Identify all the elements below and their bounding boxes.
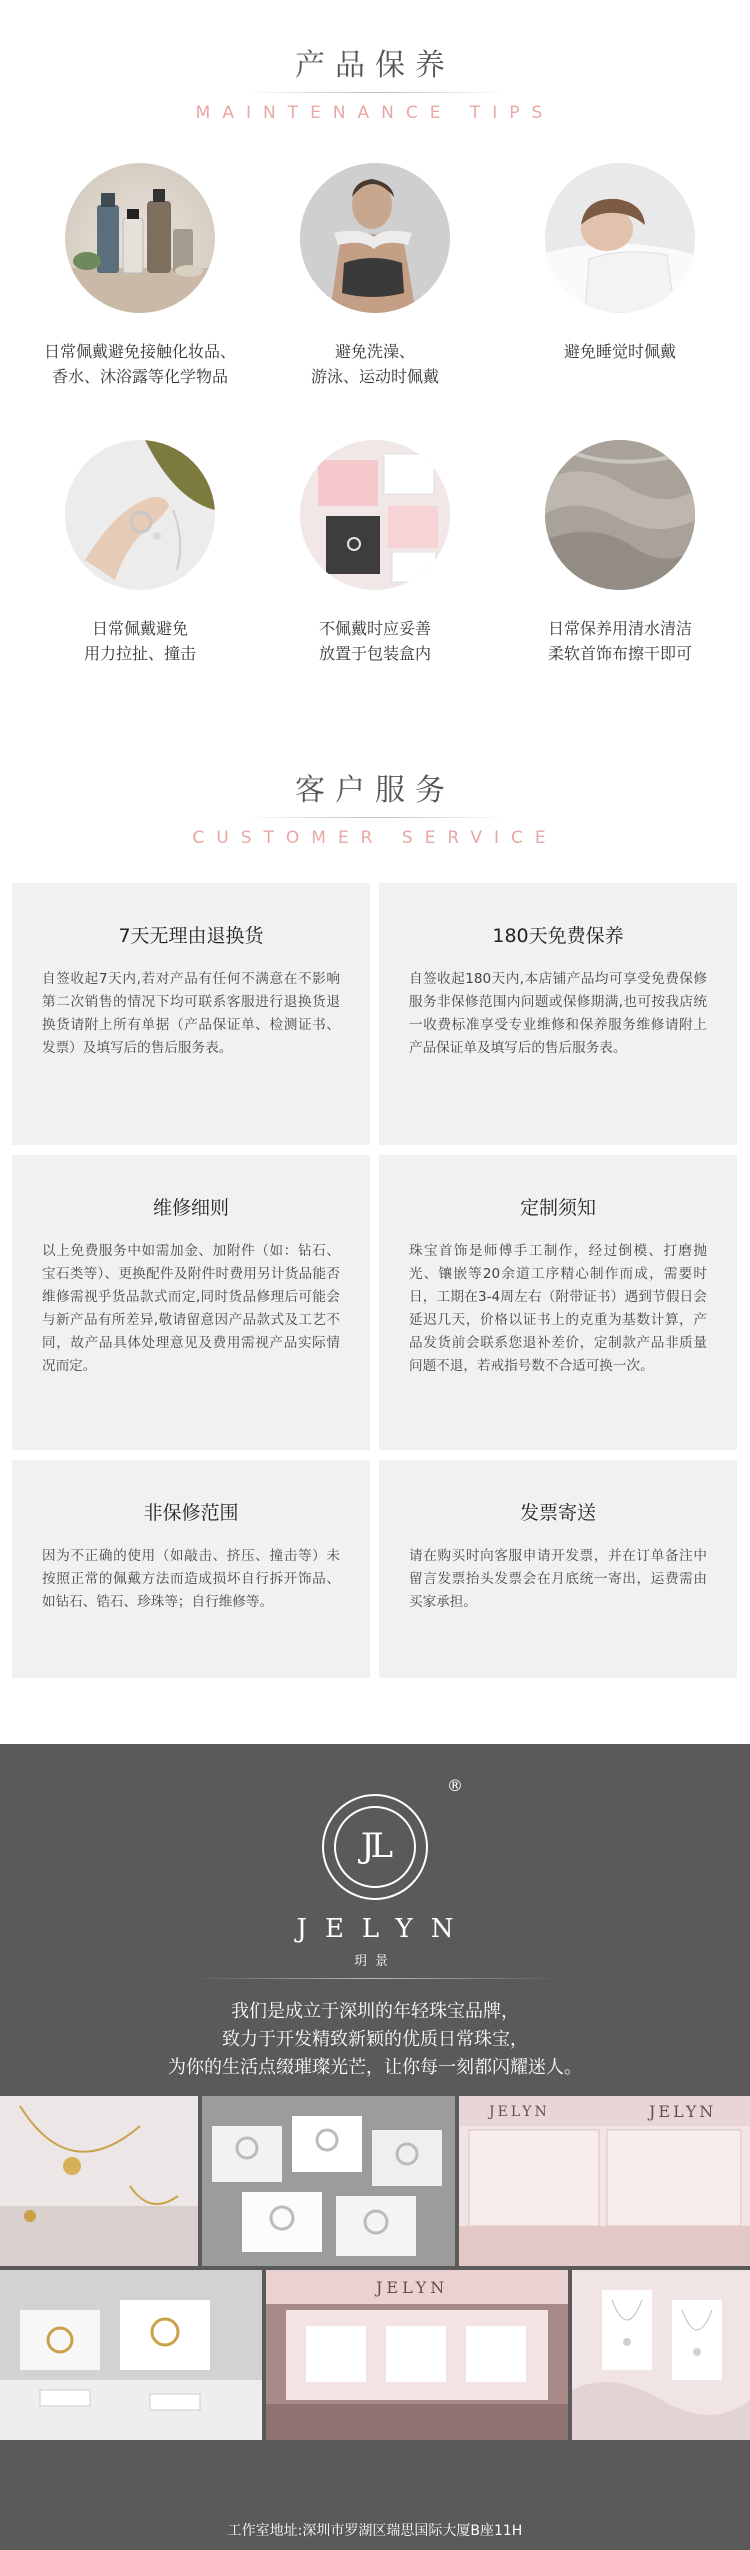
card-body: 请在购买时向客服申请开发票，并在订单备注中留言发票抬头发票会在月底统一寄出，运费需由买家承担。	[409, 1548, 707, 1610]
hand-bracelet-image	[65, 440, 215, 590]
sports-woman-image	[300, 163, 450, 313]
tip-item-sleep	[495, 163, 745, 364]
service-card-repair	[12, 1155, 370, 1450]
store-sign: JELYN	[489, 2104, 550, 2120]
tip-text-cleaning: 日常保养用清水清洁 柔软首饰布擦干即可	[547, 619, 692, 663]
tip-item-cosmetics	[15, 163, 265, 389]
card-title: 180天免费保养	[492, 925, 624, 947]
service-divider	[245, 817, 505, 818]
brand-intro	[0, 1998, 750, 2082]
service-card-custom	[379, 1155, 737, 1450]
studio-address: 工作室地址:深圳市罗湖区瑞思国际大厦B座11H	[227, 2523, 523, 2539]
card-title: 定制须知	[519, 1197, 596, 1219]
service-title: 客户服务	[295, 773, 455, 808]
maintenance-subtitle: MAINTENANCE TIPS	[195, 103, 555, 123]
card-body: 自签收起180天内,本店铺产品均可享受免费保修服务非保修范围内问题或保修期满,也可按我店统一收费标准享受专业维修和保养服务维修请附上产品保证单及填写后的售后服务表。	[409, 971, 707, 1056]
registered-mark: ®	[447, 1776, 463, 1795]
intro-line: 我们是成立于深圳的年轻珠宝品牌，	[231, 2001, 519, 2022]
cosmetics-bottles-image	[65, 163, 215, 313]
card-title: 发票寄送	[519, 1502, 596, 1524]
jewelry-box-image	[300, 440, 450, 590]
card-body: 珠宝首饰是师傅手工制作，经过倒模、打磨抛光、镶嵌等20余道工序精心制作而成，需要时日，工期在3-4周左右（附带证书）遇到节假日会延迟几天，价格以证书上的克重为基数计算，产品发货前会联系您退补差价，定制款产品非质量问题不退，若戒指号数不合适可换一次。	[409, 1243, 707, 1374]
store-sign: JELYN	[649, 2102, 717, 2121]
maintenance-header	[0, 40, 750, 123]
maintenance-title: 产品保养	[295, 48, 455, 83]
ring-display-photo	[202, 2096, 455, 2266]
sleeping-woman-image	[545, 163, 695, 313]
card-body: 以上免费服务中如需加金、加附件（如：钻石、宝石类等）、更换配件及附件时费用另计货品能否维修需视乎货品款式而定,同时货品修理后可能会与新产品有所差异,敬请留意因产品款式及工艺不同，故产品具体处理意见及费用需视产品实际情况而定。	[42, 1243, 340, 1374]
tip-item-cleaning	[495, 440, 745, 666]
brand-logo-icon	[322, 1794, 428, 1900]
card-title: 维修细则	[152, 1197, 229, 1219]
card-body: 因为不正确的使用（如敲击、挤压、撞击等）未按照正常的佩戴方法而造成损坏自行拆开饰品、如钻石、锆石、珍珠等；自行维修等。	[42, 1548, 340, 1610]
maintenance-divider	[245, 92, 505, 93]
service-header	[0, 765, 750, 848]
footer-divider	[190, 1978, 560, 1979]
card-body: 自签收起7天内,若对产品有任何不满意在不影响第二次销售的情况下均可联系客服进行退换货退换货请附上所有单据（产品保证单、检测证书、发票）及填写后的售后服务表。	[42, 971, 340, 1056]
tip-item-sports	[250, 163, 500, 389]
ring-tags-photo	[0, 2270, 262, 2440]
intro-line: 为你的生活点缀璀璨光芒，让你每一刻都闪耀迷人。	[168, 2057, 582, 2078]
store-front-photo	[266, 2270, 568, 2440]
store-sign: JELYN	[376, 2278, 449, 2297]
store-counter-photo	[459, 2096, 750, 2266]
service-card-warranty-exclusions	[12, 1460, 370, 1678]
pendant-display-photo	[572, 2270, 750, 2440]
brand-footer	[0, 1744, 750, 2550]
service-card-invoice	[379, 1460, 737, 1678]
tip-text-impact: 日常佩戴避免 用力拉扯、撞击	[83, 619, 196, 663]
intro-line: 致力于开发精致新颖的优质日常珠宝，	[222, 2029, 528, 2050]
card-title: 非保修范围	[143, 1502, 239, 1524]
service-card-return	[12, 883, 370, 1145]
brand-name-en: JELYN	[296, 1914, 472, 1944]
tip-item-impact	[15, 440, 265, 666]
tip-item-storage	[250, 440, 500, 666]
tip-text-cosmetics: 日常佩戴避免接触化妆品、 香水、沐浴露等化学物品	[43, 342, 236, 386]
necklace-photo	[0, 2096, 198, 2266]
service-card-maintenance	[379, 883, 737, 1145]
tip-text-sleep: 避免睡觉时佩戴	[563, 342, 676, 361]
service-subtitle: CUSTOMER SERVICE	[192, 828, 558, 848]
tip-text-sports: 避免洗澡、 游泳、运动时佩戴	[310, 342, 439, 386]
card-title: 7天无理由退换货	[118, 925, 264, 947]
tip-text-storage: 不佩戴时应妥善 放置于包装盒内	[318, 619, 431, 663]
logo-mark: JL	[360, 1826, 390, 1866]
brand-name-cn: 玥景	[353, 1954, 396, 1969]
polishing-cloth-image	[545, 440, 695, 590]
